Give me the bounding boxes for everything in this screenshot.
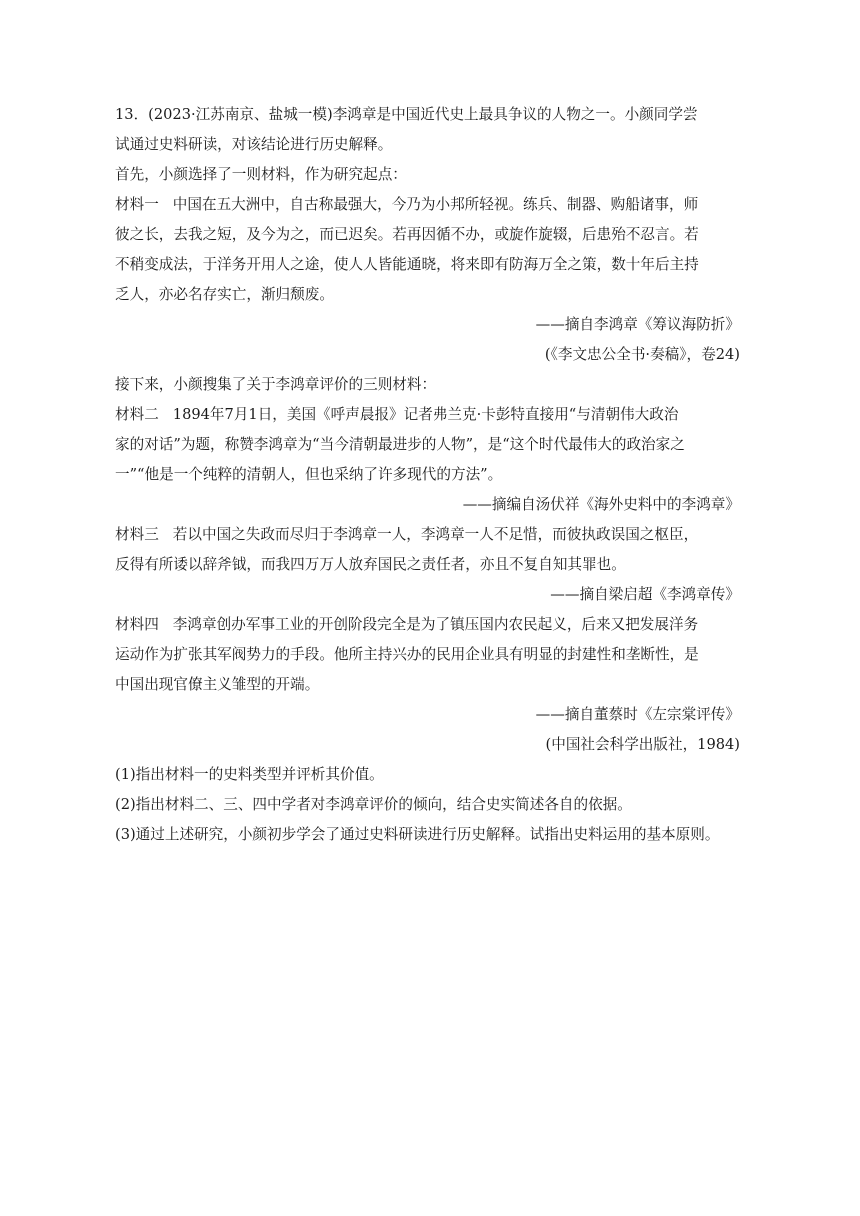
material-4-label: 材料四 [115, 616, 159, 633]
material-2-text-1: 1894年7月1日，美国《呼声晨报》记者弗兰克·卡彭特直接用“与清朝伟大政治 [172, 406, 679, 423]
material-1-citation: ——摘自李鸿章《筹议海防折》 [535, 316, 740, 333]
material-1-line-3: 不稍变成法，于洋务开用人之途，使人人皆能通晓，将来即有防海万全之策，数十年后主持 [115, 256, 699, 273]
exam-question [115, 100, 740, 850]
intro-text-1: 首先，小颜选择了一则材料，作为研究起点： [115, 166, 407, 183]
material-3-line-1 [115, 520, 740, 550]
material-2 [115, 400, 740, 520]
material-2-line-1 [115, 400, 740, 430]
material-4-citation-detail: (中国社会科学出版社，1984) [545, 736, 740, 753]
material-1-text-1: 中国在五大洲中，自古称最强大，今乃为小邦所轻视。练兵、制器、购船诸事，师 [172, 196, 699, 213]
intro-text-2: 接下来，小颜搜集了关于李鸿章评价的三则材料： [115, 376, 437, 393]
sub-question-2: (2)指出材料二、三、四中学者对李鸿章评价的倾向，结合史实简述各自的依据。 [115, 796, 632, 813]
material-1-line-2: 彼之长，去我之短，及今为之，而已迟矣。若再因循不办，或旋作旋辍，后患殆不忍言。若 [115, 226, 699, 243]
material-2-line-2: 家的对话”为题，称赞李鸿章为“当今清朝最进步的人物”，是“这个时代最伟大的政治家之 [115, 436, 685, 453]
material-3-citation: ——摘自梁启超《李鸿章传》 [550, 586, 740, 603]
material-4-citation: ——摘自董蔡时《左宗棠评传》 [535, 706, 740, 723]
material-3-label: 材料三 [115, 526, 159, 543]
material-4-line-1 [115, 610, 740, 640]
question-stem-line-1 [115, 100, 740, 130]
material-1-label: 材料一 [115, 196, 159, 213]
material-4-line-3: 中国出现官僚主义雏型的开端。 [115, 676, 320, 693]
sub-questions [115, 760, 740, 850]
material-3 [115, 520, 740, 610]
material-4 [115, 610, 740, 760]
material-3-text-1: 若以中国之失政而尽归于李鸿章一人，李鸿章一人不足惜，而彼执政误国之枢臣， [172, 526, 699, 543]
material-1-line-1 [115, 190, 740, 220]
sub-question-3: (3)通过上述研究，小颜初步学会了通过史料研读进行历史解释。试指出史料运用的基本原则。 [115, 826, 720, 843]
material-3-line-2: 反得有所诿以辞斧钺，而我四万万人放弃国民之责任者，亦且不复自知其罪也。 [115, 556, 626, 573]
material-1-citation-detail: (《李文忠公全书·奏稿》，卷24) [544, 346, 740, 363]
material-1 [115, 190, 740, 370]
question-stem-line-2: 试通过史料研读，对该结论进行历史解释。 [115, 136, 393, 153]
material-2-label: 材料二 [115, 406, 159, 423]
material-1-line-4: 乏人，亦必名存实亡，渐归颓废。 [115, 286, 334, 303]
sub-question-1: (1)指出材料一的史料类型并评析其价值。 [115, 766, 384, 783]
question-stem-text: 李鸿章是中国近代史上最具争议的人物之一。小颜同学尝 [332, 106, 698, 123]
question-source: (2023·江苏南京、盐城一模) [148, 106, 333, 123]
material-4-line-2: 运动作为扩张其军阀势力的手段。他所主持兴办的民用企业具有明显的封建性和垄断性，是 [115, 646, 699, 663]
question-number: 13． [115, 106, 149, 123]
material-2-line-3: 一”“他是一个纯粹的清朝人，但也采纳了许多现代的方法”。 [115, 466, 503, 483]
material-4-text-1: 李鸿章创办军事工业的开创阶段完全是为了镇压国内农民起义，后来又把发展洋务 [172, 616, 699, 633]
material-2-citation: ——摘编自汤伏祥《海外史料中的李鸿章》 [462, 496, 740, 513]
